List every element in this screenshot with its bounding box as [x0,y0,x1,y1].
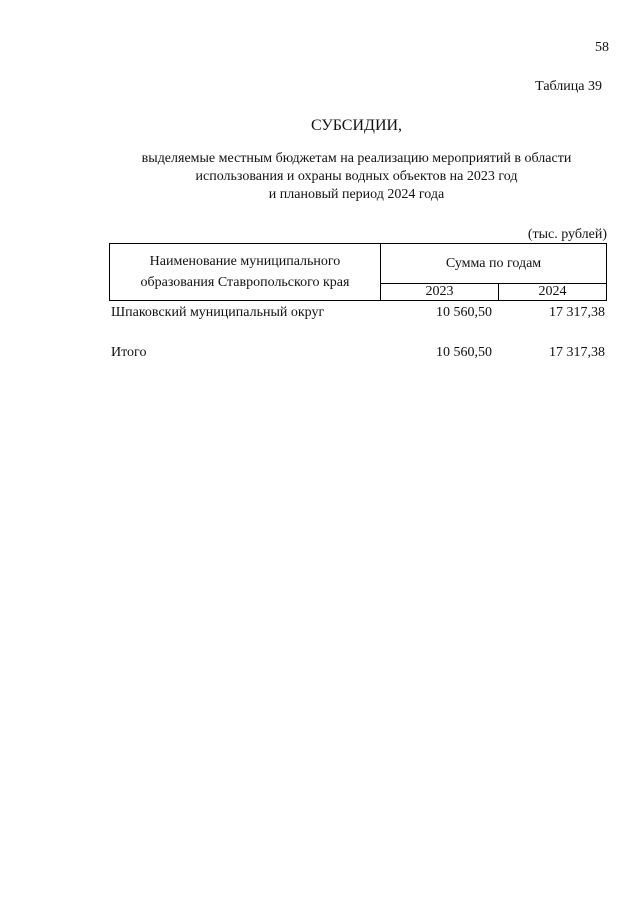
subtitle-line: и плановый период 2024 года [268,187,445,202]
total-label: Итого [111,345,147,360]
table-total-row [111,344,607,362]
document-title: СУБСИДИИ, [310,117,403,134]
table-row [111,304,607,322]
row-value-2024: 17 317,38 [549,305,605,320]
subtitle-line: использования и охраны водных объектов на 2023 год [195,169,518,184]
header-year-2024: 2024 [538,284,567,299]
total-value-2024: 17 317,38 [549,345,605,360]
table-header [109,243,607,301]
total-value-2023: 10 560,50 [436,345,492,360]
header-municipality-name [110,244,381,300]
header-name-line: образования Ставропольского края [140,275,350,290]
page-number: 58 [595,40,609,55]
header-sum-by-years: Сумма по годам [381,244,606,284]
subtitle-line: выделяемые местным бюджетам на реализацию мероприятий в области [141,151,572,166]
units-label: (тыс. рублей) [527,227,607,242]
row-value-2023: 10 560,50 [436,305,492,320]
row-municipality-name: Шпаковский муниципальный округ [111,305,325,320]
table-number: Таблица 39 [535,79,602,94]
header-name-line: Наименование муниципального [149,254,341,269]
header-year-2023: 2023 [381,284,499,300]
document-subtitle [0,150,639,204]
